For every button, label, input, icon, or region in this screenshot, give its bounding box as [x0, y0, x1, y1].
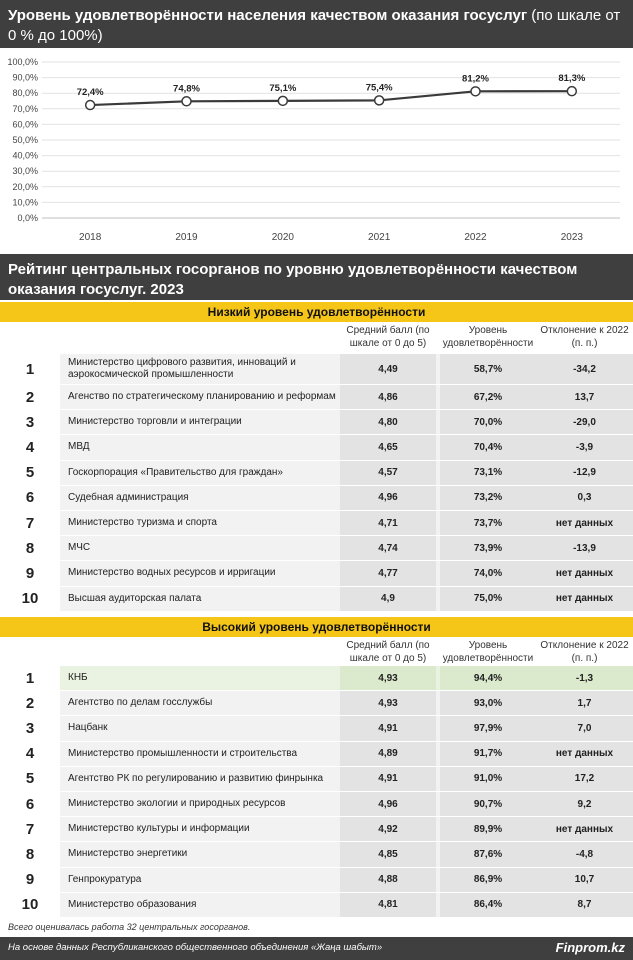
chart-header [0, 0, 633, 48]
rank-number: 8 [0, 842, 60, 866]
high-satisfaction-table [0, 666, 633, 918]
table-row [0, 511, 633, 536]
column-headers-high [0, 638, 633, 668]
y-tick-label: 50,0% [12, 135, 38, 145]
avg-score: 4,57 [340, 461, 436, 485]
deviation-value: 13,7 [536, 385, 633, 409]
data-label: 75,4% [365, 82, 393, 94]
table-row [0, 742, 633, 767]
data-label: 81,2% [462, 73, 489, 85]
rank-number: 10 [0, 587, 60, 611]
deviation-value: нет данных [536, 561, 633, 585]
data-point [182, 97, 191, 106]
agency-name: Министерство цифрового развития, инноваций и аэрокосмической промышленности [68, 357, 296, 380]
data-point [278, 96, 287, 105]
high-satisfaction-band: Высокий уровень удовлетворённости [0, 617, 633, 637]
agency-name: МВД [68, 441, 90, 453]
table-row [0, 666, 633, 691]
satisfaction-level: 86,4% [440, 893, 536, 917]
x-tick-label: 2020 [271, 232, 294, 243]
avg-score: 4,91 [340, 767, 436, 791]
avg-score: 4,96 [340, 792, 436, 816]
satisfaction-level: 67,2% [440, 385, 536, 409]
y-tick-label: 20,0% [12, 181, 38, 192]
rank-number: 9 [0, 868, 60, 892]
table-row [0, 792, 633, 817]
footnote: Всего оценивалась работа 32 центральных госорганов. [8, 922, 251, 932]
agency-name: Агентство РК по регулированию и развитию финрынка [68, 772, 324, 784]
rank-number: 5 [0, 767, 60, 791]
avg-score: 4,89 [340, 742, 436, 766]
data-point [86, 101, 95, 110]
rank-number: 4 [0, 742, 60, 766]
avg-score: 4,96 [340, 486, 436, 510]
col-header-level: Уровень удовлетворённости [442, 640, 534, 664]
agency-name: Агенство по стратегическому планированию и реформам [68, 391, 336, 403]
rank-number: 2 [0, 385, 60, 409]
col-header-deviation: Отклонение к 2022 (п. п.) [540, 640, 629, 664]
rank-number: 1 [0, 666, 60, 690]
deviation-value: -13,9 [536, 536, 633, 560]
satisfaction-level: 73,7% [440, 511, 536, 535]
deviation-value: -12,9 [536, 461, 633, 485]
satisfaction-level: 86,9% [440, 868, 536, 892]
y-tick-label: 40,0% [12, 150, 38, 161]
data-label: 81,3% [558, 73, 586, 85]
table-row [0, 354, 633, 385]
data-point [375, 96, 384, 105]
y-tick-label: 30,0% [12, 166, 38, 177]
avg-score: 4,9 [340, 587, 436, 611]
agency-name: МЧС [68, 542, 91, 554]
agency-name: Министерство туризма и спорта [68, 517, 217, 529]
table-row [0, 767, 633, 792]
deviation-value: -4,8 [536, 842, 633, 866]
deviation-value: 7,0 [536, 716, 633, 740]
satisfaction-level: 93,0% [440, 691, 536, 715]
x-tick-label: 2023 [560, 232, 583, 243]
deviation-value: 8,7 [536, 893, 633, 917]
satisfaction-level: 73,9% [440, 536, 536, 560]
data-label: 72,4% [76, 87, 104, 99]
footer [0, 937, 633, 960]
avg-score: 4,71 [340, 511, 436, 535]
y-tick-label: 60,0% [12, 119, 38, 130]
column-headers-low [0, 323, 633, 353]
agency-name: Министерство водных ресурсов и ирригации [68, 567, 276, 579]
chart-title: Уровень удовлетворённости населения качеством оказания госуслуг [8, 7, 528, 24]
avg-score: 4,74 [340, 536, 436, 560]
table-row [0, 842, 633, 867]
y-tick-label: 0,0% [17, 213, 38, 223]
satisfaction-level: 73,1% [440, 461, 536, 485]
deviation-value: 17,2 [536, 767, 633, 791]
chart-subtitle: (по шкале от 0 % до 100%) [8, 7, 621, 44]
x-tick-label: 2019 [175, 232, 198, 243]
data-label: 74,8% [173, 83, 200, 95]
table-row [0, 868, 633, 893]
avg-score: 4,77 [340, 561, 436, 585]
avg-score: 4,92 [340, 817, 436, 841]
agency-name: Нацбанк [68, 722, 108, 734]
deviation-value: 10,7 [536, 868, 633, 892]
y-tick-label: 90,0% [12, 72, 38, 83]
satisfaction-level: 89,9% [440, 817, 536, 841]
x-tick-label: 2021 [368, 232, 391, 243]
rank-number: 7 [0, 817, 60, 841]
source-text: На основе данных Республиканского общественного объединения «Жаңа шабыт» [8, 942, 383, 953]
table-row [0, 385, 633, 410]
table-row [0, 893, 633, 918]
col-header-avg: Средний балл (по шкале от 0 до 5) [346, 640, 430, 664]
avg-score: 4,88 [340, 868, 436, 892]
y-tick-label: 100,0% [7, 57, 38, 67]
deviation-value: нет данных [536, 511, 633, 535]
satisfaction-level: 70,0% [440, 410, 536, 434]
table-row [0, 435, 633, 460]
rank-number: 5 [0, 461, 60, 485]
agency-name: Генпрокуратура [68, 873, 142, 885]
x-tick-label: 2022 [464, 232, 487, 243]
deviation-value: 1,7 [536, 691, 633, 715]
data-label: 75,1% [269, 82, 297, 94]
deviation-value: -34,2 [536, 354, 633, 384]
data-point [471, 87, 480, 96]
agency-name: Высшая аудиторская палата [68, 592, 202, 604]
rank-number: 6 [0, 792, 60, 816]
satisfaction-level: 58,7% [440, 354, 536, 384]
table-row [0, 817, 633, 842]
deviation-value: 9,2 [536, 792, 633, 816]
avg-score: 4,65 [340, 435, 436, 459]
low-satisfaction-band: Низкий уровень удовлетворённости [0, 302, 633, 322]
agency-name: КНБ [68, 672, 88, 684]
satisfaction-level: 91,7% [440, 742, 536, 766]
avg-score: 4,93 [340, 666, 436, 690]
deviation-value: 0,3 [536, 486, 633, 510]
agency-name: Министерство торговли и интеграции [68, 416, 242, 428]
deviation-value: нет данных [536, 587, 633, 611]
avg-score: 4,81 [340, 893, 436, 917]
deviation-value: -1,3 [536, 666, 633, 690]
col-header-avg: Средний балл (по шкале от 0 до 5) [346, 325, 430, 349]
y-tick-label: 10,0% [12, 197, 38, 208]
agency-name: Министерство промышленности и строительства [68, 747, 298, 759]
col-header-level: Уровень удовлетворённости [442, 325, 534, 349]
agency-name: Министерство экологии и природных ресурсов [68, 798, 286, 810]
satisfaction-level: 73,2% [440, 486, 536, 510]
rank-number: 4 [0, 435, 60, 459]
deviation-value: нет данных [536, 742, 633, 766]
satisfaction-level: 91,0% [440, 767, 536, 791]
avg-score: 4,80 [340, 410, 436, 434]
low-satisfaction-table [0, 354, 633, 612]
table-row [0, 716, 633, 741]
satisfaction-level: 90,7% [440, 792, 536, 816]
y-tick-label: 70,0% [12, 103, 38, 114]
satisfaction-line-chart [0, 48, 633, 254]
agency-name: Агентство по делам госслужбы [68, 697, 213, 709]
table-row [0, 486, 633, 511]
rank-number: 2 [0, 691, 60, 715]
satisfaction-level: 94,4% [440, 666, 536, 690]
table-row [0, 461, 633, 486]
avg-score: 4,49 [340, 354, 436, 384]
avg-score: 4,86 [340, 385, 436, 409]
table-row [0, 691, 633, 716]
table-row [0, 561, 633, 586]
satisfaction-level: 75,0% [440, 587, 536, 611]
agency-name: Госкорпорация «Правительство для граждан» [68, 466, 283, 478]
x-tick-label: 2018 [79, 232, 102, 243]
avg-score: 4,93 [340, 691, 436, 715]
col-header-deviation: Отклонение к 2022 (п. п.) [540, 325, 629, 349]
agency-name: Министерство образования [68, 898, 197, 910]
brand-logo: Finprom.kz [555, 940, 625, 955]
rank-number: 7 [0, 511, 60, 535]
ranking-header [0, 254, 633, 300]
satisfaction-level: 87,6% [440, 842, 536, 866]
deviation-value: -3,9 [536, 435, 633, 459]
rank-number: 3 [0, 716, 60, 740]
rank-number: 8 [0, 536, 60, 560]
deviation-value: нет данных [536, 817, 633, 841]
rank-number: 6 [0, 486, 60, 510]
y-tick-label: 80,0% [12, 88, 38, 99]
avg-score: 4,91 [340, 716, 436, 740]
data-point [567, 87, 576, 96]
table-row [0, 410, 633, 435]
satisfaction-level: 74,0% [440, 561, 536, 585]
rank-number: 1 [0, 354, 60, 384]
agency-name: Министерство энергетики [68, 848, 188, 860]
rank-number: 10 [0, 893, 60, 917]
table-row [0, 587, 633, 612]
satisfaction-level: 97,9% [440, 716, 536, 740]
rank-number: 3 [0, 410, 60, 434]
agency-name: Судебная администрация [68, 491, 189, 503]
ranking-title: Рейтинг центральных госорганов по уровню удовлетворённости качеством оказания госуслуг. 2023 [8, 261, 578, 298]
avg-score: 4,85 [340, 842, 436, 866]
satisfaction-level: 70,4% [440, 435, 536, 459]
deviation-value: -29,0 [536, 410, 633, 434]
table-row [0, 536, 633, 561]
agency-name: Министерство культуры и информации [68, 823, 250, 835]
rank-number: 9 [0, 561, 60, 585]
